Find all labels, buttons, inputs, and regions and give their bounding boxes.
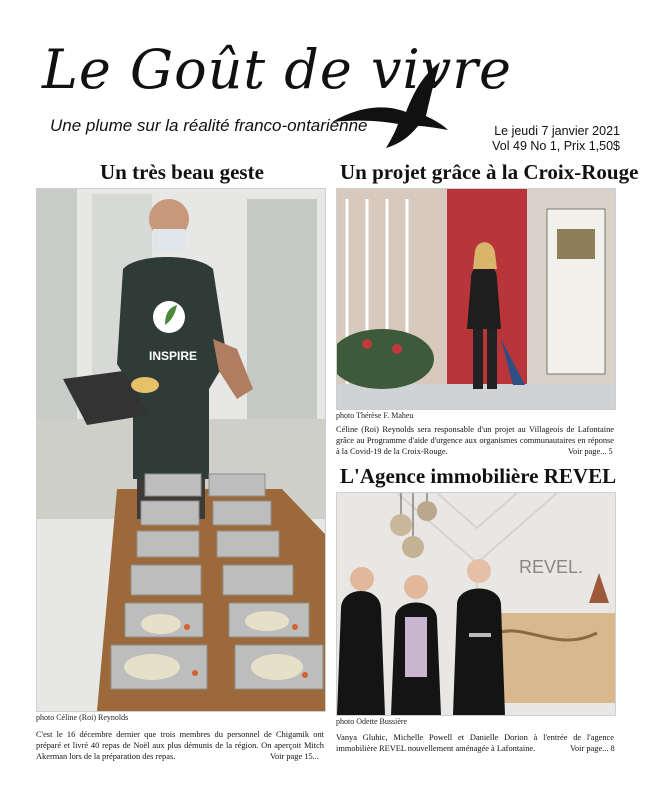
caption-article-2: Céline (Roi) Reynolds sera responsable d'un projet au Villageois de Lafontaine grâce au Programme d'aide d'urgence aux organismes communautaires en réponse à la Covid-19 de la Croix-Rouge. xyxy=(336,425,614,456)
headline-article-2: Un projet grâce à la Croix-Rouge xyxy=(340,160,639,184)
issue-volume: Vol 49 No 1, Prix 1,50$ xyxy=(492,139,620,153)
photo-credit-article-3: photo Odette Bussière xyxy=(336,717,408,726)
see-more-article-3[interactable]: Voir page... 8 xyxy=(570,744,615,753)
headline-article-3: L'Agence immobilière REVEL xyxy=(340,464,617,488)
photo-red-cross-project xyxy=(336,188,616,410)
newspaper-title: Le Goût de vivre xyxy=(42,38,513,101)
photo-meal-preparation xyxy=(36,188,326,712)
caption-article-1: C'est le 16 décembre dernier que trois membres du personnel de Chigamik ont préparé et livré 40 repas de Noël aux plus démunis de la région. On aperçoit Mitch Akerman lors de la préparation des repas. xyxy=(36,730,324,761)
headline-article-1: Un très beau geste xyxy=(100,160,264,184)
masthead xyxy=(0,0,650,160)
photo-credit-article-2: photo Thérèse F. Maheu xyxy=(336,411,414,420)
photo-revel-agency xyxy=(336,492,616,716)
shirt-print-text: INSPIRE xyxy=(149,349,198,363)
caption-article-3: Vanya Gluhic, Michelle Powell et Danielle Dorion à l'entrée de l'agence immobilière REVEL nouvellement aménagée à Lafontaine. xyxy=(336,733,614,753)
issue-date: Le jeudi 7 janvier 2021 xyxy=(494,124,620,138)
see-more-article-2[interactable]: Voir page... 5 xyxy=(568,447,613,456)
newspaper-tagline: Une plume sur la réalité franco-ontarienne xyxy=(50,116,368,135)
revel-wall-sign: REVEL. xyxy=(519,557,584,577)
photo-credit-article-1: photo Céline (Roi) Reynolds xyxy=(36,713,129,722)
bird-icon xyxy=(330,58,450,148)
see-more-article-1[interactable]: Voir page 15... xyxy=(270,752,319,761)
issue-info xyxy=(492,124,620,154)
